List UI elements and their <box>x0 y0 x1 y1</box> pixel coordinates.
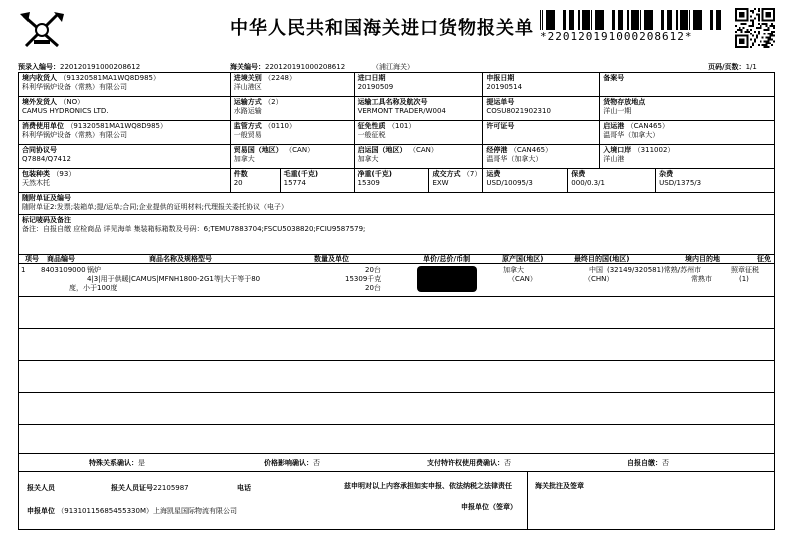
field-net-weight: 净重(千克) 15309 <box>355 169 430 193</box>
field-transport-mode: 运输方式 （2） 水路运输 <box>231 97 355 121</box>
barcode-icon <box>540 10 722 30</box>
form-title: 中华人民共和国海关进口货物报关单 <box>230 18 534 39</box>
field-origin-country: 启运国（地区） （CAN） 加拿大 <box>355 145 484 169</box>
field-tax-nature: 征免性质 （101） 一般征税 <box>355 121 484 145</box>
row-1 <box>18 72 775 97</box>
field-supervision: 监管方式 （0110） 一般贸易 <box>231 121 355 145</box>
field-entry-checkpoint: 入境口岸 （311002） 洋山港 <box>600 145 775 169</box>
field-attached-docs: 随附单证及编号 随附单证2:发票;装箱单;提/运单;合同;企业提供的证明材料;代理报关委托协议（电子） <box>19 193 775 215</box>
field-departure-port: 启运港 （CAN465） 温哥华（加拿大） <box>600 121 775 145</box>
field-contract: 合同协议号 Q7884/Q7412 <box>19 145 231 169</box>
field-consignee: 境内收货人 （91320581MA1WQ8D985） 科利华锅炉设备（常熟）有限公司 <box>19 73 231 97</box>
special-relation: 特殊关系确认：是 <box>89 459 145 467</box>
legal-statement: 兹申明对以上内容承担如实申报、依法纳税之法律责任 <box>344 482 512 490</box>
field-entry-port: 进境关别 （2248） 洋山港区 <box>231 73 355 97</box>
field-pieces: 件数 20 <box>231 169 281 193</box>
page-count: 页码/页数：1/1 <box>708 63 757 71</box>
field-gross-weight: 毛重(千克) 15774 <box>281 169 355 193</box>
qr-code-icon <box>735 8 775 48</box>
agent-unit: 申报单位 （91310115685455330M）上海凯星国际物流有限公司 <box>27 507 237 515</box>
field-marks-remarks: 标记唛码及备注 备注：自报自缴 应检商品 详见海单 集装箱标箱数及号码：6;TEMU7883704;FSCU5038820;FCIU9587579; <box>19 215 775 255</box>
phone-label: 电话 <box>237 484 251 492</box>
footer-sign-area <box>18 472 775 530</box>
barcode-number: *220120191000208612* <box>540 30 693 43</box>
field-insurance: 保费 000/0.3/1 <box>568 169 656 193</box>
footer-confirm-row <box>18 454 775 472</box>
self-report: 自报自缴：否 <box>627 459 669 467</box>
field-bill-of-lading: 提运单号 COSU8021902310 <box>483 97 600 121</box>
field-freight: 运费 USD/10095/3 <box>483 169 568 193</box>
row-2 <box>18 97 775 121</box>
customs-number: 海关编号：220120191000208612 <box>230 63 346 71</box>
field-consumer: 消费使用单位 （91320581MA1WQ8D985） 科利华锅炉设备（常熟）有限公司 <box>19 121 231 145</box>
agent-seal: 申报单位（签章） <box>461 503 517 511</box>
row-3 <box>18 121 775 145</box>
field-storage-place: 货物存放地点 洋山一期 <box>600 97 775 121</box>
field-shipper: 境外发货人 （NO） CAMUS HYDRONICS LTD. <box>19 97 231 121</box>
field-vessel: 运输工具名称及航次号 VERMONT TRADER/W004 <box>355 97 484 121</box>
royalty-confirm: 支付特许权使用费确认：否 <box>427 459 511 467</box>
declarant-label: 报关人员 <box>27 484 55 492</box>
customs-emblem-icon <box>18 10 66 50</box>
field-trade-country: 贸易国（地区） （CAN） 加拿大 <box>231 145 355 169</box>
field-declare-date: 申报日期 20190514 <box>483 73 600 97</box>
row-marks <box>18 215 775 255</box>
field-trade-terms: 成交方式 （7） EXW <box>429 169 483 193</box>
customs-office: （浦江海关） <box>372 63 414 71</box>
price-influence: 价格影响确认：否 <box>264 459 320 467</box>
field-package-type: 包装种类 （93） 天然木托 <box>19 169 231 193</box>
goods-table: 1 8403109000 锅炉 4|3|用于供暖|CAMUS|MFNH1800-2G1等|大于等于80 度，小于100度 20台 15309千克 20台 加拿大 （CAN） 中国 （CHN） (32149/320581)常熟/苏州市 常熟市 照章征税 (1) <box>18 264 775 454</box>
field-record-no: 备案号 <box>600 73 775 97</box>
row-5 <box>18 169 775 193</box>
redacted-price <box>417 266 477 292</box>
field-other-fees: 杂费 USD/1375/3 <box>656 169 775 193</box>
field-license: 许可证号 <box>483 121 600 145</box>
field-import-date: 进口日期 20190509 <box>355 73 484 97</box>
field-transit-port: 经停港 （CAN465） 温哥华（加拿大） <box>483 145 600 169</box>
goods-header: 项号 商品编号 商品名称及规格型号 数量及单位 单价/总价/币制 原产国(地区) 最终目的国(地区) 境内目的地 征免 <box>18 252 775 264</box>
declarant-cert: 报关人员证号22105987 <box>111 484 189 492</box>
declaration-grid <box>18 72 775 255</box>
row-attached <box>18 193 775 215</box>
customs-note: 海关批注及签章 <box>535 482 584 490</box>
pre-entry-number: 预录入编号：220120191000208612 <box>18 63 141 71</box>
row-4 <box>18 145 775 169</box>
